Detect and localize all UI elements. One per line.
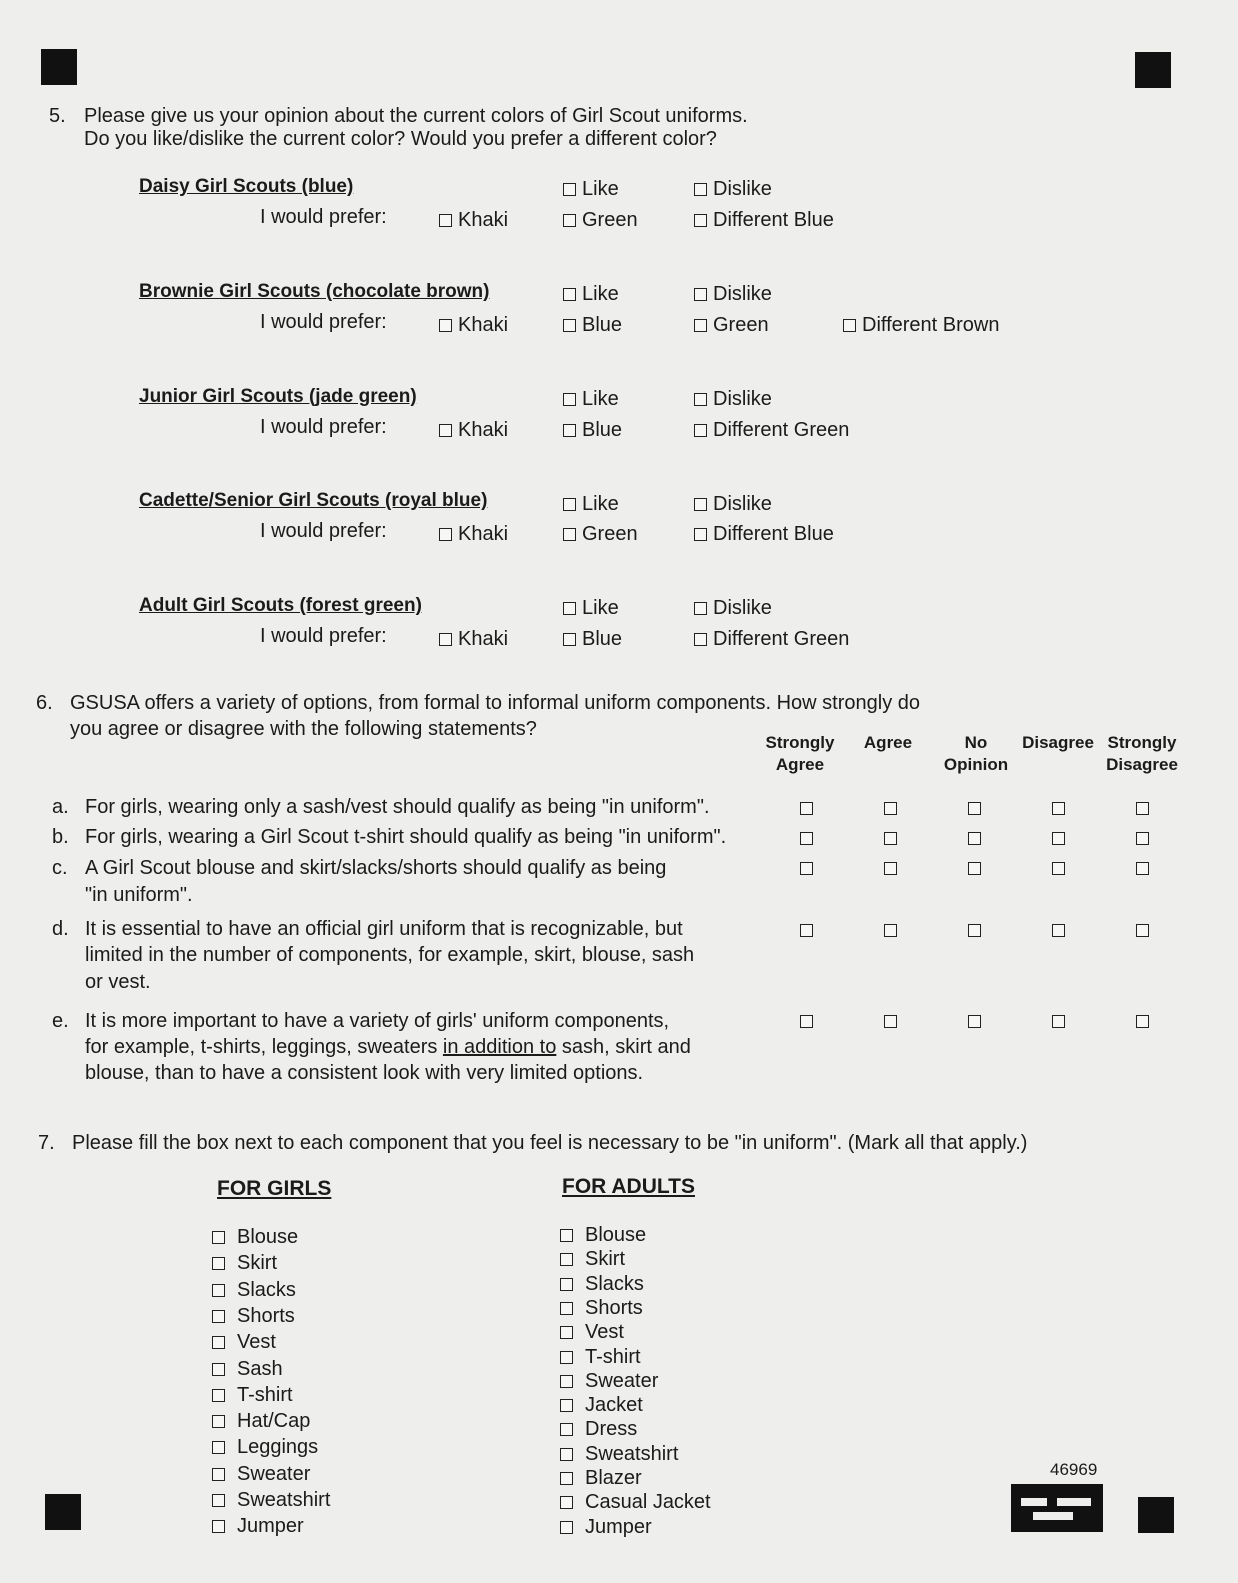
checkbox[interactable] (560, 1278, 573, 1291)
checkbox[interactable] (560, 1351, 573, 1364)
girls-option-skirt[interactable] (212, 1252, 277, 1274)
checkbox[interactable] (212, 1494, 225, 1507)
rating-e-strongly-disagree[interactable] (1136, 1015, 1149, 1028)
checkbox[interactable] (560, 1399, 573, 1412)
option-label: Blouse (585, 1224, 647, 1246)
cadette-khaki-option[interactable]: Khaki (439, 523, 508, 545)
checkbox[interactable] (563, 214, 576, 227)
checkbox[interactable] (560, 1423, 573, 1436)
option-label: Jacket (585, 1394, 643, 1417)
option-label: Skirt (585, 1248, 625, 1271)
scale-header-agree: Agree (863, 733, 913, 752)
option-label: Shorts (237, 1304, 295, 1327)
checkbox[interactable] (212, 1415, 225, 1428)
adult-like-option[interactable]: Like (563, 597, 619, 619)
daisy-green-option[interactable]: Green (563, 209, 638, 231)
adults-option-blazer[interactable] (560, 1467, 642, 1489)
rating-a-strongly-disagree[interactable] (1136, 802, 1149, 815)
daisy-prefer-label: I would prefer: (260, 206, 387, 228)
checkbox[interactable] (694, 633, 707, 646)
junior-dislike-option[interactable]: Dislike (694, 388, 772, 410)
statement-c-text-line2: "in uniform". (85, 884, 193, 906)
girls-option-jumper[interactable] (212, 1515, 304, 1537)
q5-number: 5. (49, 105, 66, 127)
option-label: Jumper (585, 1515, 652, 1538)
rating-d-strongly-agree[interactable] (800, 924, 813, 937)
junior-different-green-option[interactable]: Different Green (694, 419, 849, 441)
checkbox[interactable] (563, 319, 576, 332)
checkbox[interactable] (560, 1302, 573, 1315)
junior-khaki-option[interactable]: Khaki (439, 419, 508, 441)
rating-b-no-opinion[interactable] (968, 832, 981, 845)
adults-option-slacks[interactable] (560, 1273, 644, 1295)
checkbox[interactable] (694, 498, 707, 511)
brownie-like-option[interactable]: Like (563, 283, 619, 305)
daisy-like-option[interactable]: Like (563, 178, 619, 200)
brownie-khaki-option[interactable]: Khaki (439, 314, 508, 336)
girls-option-sweatshirt[interactable] (212, 1489, 330, 1511)
checkbox[interactable] (560, 1326, 573, 1339)
adults-option-skirt[interactable] (560, 1248, 625, 1270)
checkbox[interactable] (439, 319, 452, 332)
adults-option-casual-jacket[interactable] (560, 1491, 711, 1513)
checkbox[interactable] (212, 1257, 225, 1270)
daisy-different-blue-option[interactable]: Different Blue (694, 209, 834, 231)
checkbox[interactable] (563, 528, 576, 541)
checkbox[interactable] (563, 288, 576, 301)
daisy-khaki-option[interactable]: Khaki (439, 209, 508, 231)
rating-d-disagree[interactable] (1052, 924, 1065, 937)
checkbox[interactable] (563, 602, 576, 615)
checkbox[interactable] (560, 1521, 573, 1534)
rating-c-strongly-agree[interactable] (800, 862, 813, 875)
rating-d-strongly-disagree[interactable] (1136, 924, 1149, 937)
option-label: T-shirt (585, 1345, 641, 1368)
q7-question: Please fill the box next to each component that you feel is necessary to be "in uniform". (Mark all that apply.) (72, 1132, 1028, 1154)
checkbox[interactable] (212, 1389, 225, 1402)
q6-question-line2: you agree or disagree with the following statements? (70, 718, 537, 740)
rating-a-agree[interactable] (884, 802, 897, 815)
q5-question-line1: Please give us your opinion about the current colors of Girl Scout uniforms. (84, 105, 748, 127)
statement-e-text-line1: It is more important to have a variety of girls' uniform components, (85, 1010, 670, 1032)
rating-e-strongly-agree[interactable] (800, 1015, 813, 1028)
checkbox[interactable] (563, 498, 576, 511)
rating-c-disagree[interactable] (1052, 862, 1065, 875)
statement-d-text-line2: limited in the number of components, for example, skirt, blouse, sash (85, 944, 695, 966)
adults-option-blouse[interactable] (560, 1224, 646, 1246)
statement-e-letter: e. (52, 1010, 69, 1032)
girls-option-sash[interactable] (212, 1358, 283, 1380)
rating-c-agree[interactable] (884, 862, 897, 875)
rating-b-strongly-agree[interactable] (800, 832, 813, 845)
q5-question-line2: Do you like/dislike the current color? Would you prefer a different color? (84, 128, 717, 150)
junior-like-option[interactable]: Like (563, 388, 619, 410)
for-girls-heading: FOR GIRLS (217, 1177, 332, 1200)
statement-a-letter: a. (52, 796, 69, 818)
registration-mark-top-right (1135, 52, 1171, 88)
adult-prefer-label: I would prefer: (260, 625, 387, 647)
q6-question-line1: GSUSA offers a variety of options, from formal to informal uniform components. How strongly do (70, 692, 920, 714)
junior-title: Junior Girl Scouts (jade green) (139, 386, 417, 407)
brownie-title: Brownie Girl Scouts (chocolate brown) (139, 281, 490, 302)
adults-option-shorts[interactable] (560, 1297, 643, 1319)
rating-c-no-opinion[interactable] (968, 862, 981, 875)
girls-option-vest[interactable] (212, 1331, 276, 1353)
option-label: Sweatshirt (585, 1442, 679, 1465)
rating-e-disagree[interactable] (1052, 1015, 1065, 1028)
checkbox[interactable] (843, 319, 856, 332)
registration-mark-bottom-right (1138, 1497, 1174, 1533)
checkbox[interactable] (694, 602, 707, 615)
rating-a-no-opinion[interactable] (968, 802, 981, 815)
checkbox[interactable] (560, 1375, 573, 1388)
rating-b-disagree[interactable] (1052, 832, 1065, 845)
checkbox[interactable] (694, 424, 707, 437)
checkbox[interactable] (560, 1253, 573, 1266)
option-label: Slacks (585, 1272, 644, 1295)
checkbox[interactable] (212, 1363, 225, 1376)
checkbox[interactable] (212, 1441, 225, 1454)
checkbox[interactable] (563, 183, 576, 196)
girls-option-leggings[interactable] (212, 1436, 318, 1458)
checkbox[interactable] (694, 319, 707, 332)
girls-option-hat-cap[interactable] (212, 1410, 310, 1432)
junior-blue-option[interactable]: Blue (563, 419, 622, 441)
checkbox[interactable] (560, 1472, 573, 1485)
checkbox[interactable] (439, 424, 452, 437)
option-label: Sash (237, 1357, 283, 1380)
daisy-title: Daisy Girl Scouts (blue) (139, 176, 354, 197)
option-label: Blouse (237, 1226, 299, 1248)
statement-d-text-line1: It is essential to have an official girl uniform that is recognizable, but (85, 918, 683, 940)
q7-number: 7. (38, 1132, 55, 1154)
checkbox[interactable] (212, 1520, 225, 1533)
statement-b-letter: b. (52, 826, 69, 848)
option-label: Shorts (585, 1296, 643, 1319)
rating-b-strongly-disagree[interactable] (1136, 832, 1149, 845)
adults-option-sweatshirt[interactable] (560, 1443, 678, 1465)
option-label: Sweater (237, 1462, 311, 1485)
option-label: Dress (585, 1418, 638, 1441)
adults-option-jumper[interactable] (560, 1516, 652, 1538)
adults-option-t-shirt[interactable] (560, 1346, 641, 1368)
option-label: Sweatshirt (237, 1489, 331, 1511)
brownie-green-option[interactable]: Green (694, 314, 769, 336)
form-id-barcode (1011, 1484, 1103, 1532)
adults-option-jacket[interactable] (560, 1394, 643, 1416)
checkbox[interactable] (694, 183, 707, 196)
checkbox[interactable] (439, 214, 452, 227)
option-label: T-shirt (237, 1383, 293, 1406)
rating-d-agree[interactable] (884, 924, 897, 937)
statement-e-text-line3: blouse, than to have a consistent look with very limited options. (85, 1062, 644, 1084)
checkbox[interactable] (694, 393, 707, 406)
rating-c-strongly-disagree[interactable] (1136, 862, 1149, 875)
option-label: Hat/Cap (237, 1410, 311, 1433)
checkbox[interactable] (212, 1284, 225, 1297)
option-label: Skirt (237, 1252, 277, 1275)
brownie-different-brown-option[interactable]: Different Brown (843, 314, 999, 336)
rating-a-disagree[interactable] (1052, 802, 1065, 815)
rating-a-strongly-agree[interactable] (800, 802, 813, 815)
statement-d-text-line3: or vest. (85, 971, 151, 993)
cadette-senior-title: Cadette/Senior Girl Scouts (royal blue) (139, 490, 488, 511)
adult-title: Adult Girl Scouts (forest green) (139, 595, 422, 616)
statement-d-letter: d. (52, 918, 69, 940)
checkbox[interactable] (563, 633, 576, 646)
adult-different-green-option[interactable]: Different Green (694, 628, 849, 650)
scale-header-no-opinion: No Opinion (943, 733, 1009, 774)
scale-header-disagree: Disagree (1022, 733, 1094, 752)
cadette-dislike-option[interactable]: Dislike (694, 493, 772, 515)
q6-number: 6. (36, 692, 53, 714)
for-adults-heading: FOR ADULTS (562, 1175, 695, 1198)
statement-c-text-line1: A Girl Scout blouse and skirt/slacks/shorts should qualify as being (85, 857, 667, 879)
adult-khaki-option[interactable]: Khaki (439, 628, 508, 650)
checkbox[interactable] (212, 1336, 225, 1349)
adults-option-vest[interactable] (560, 1321, 624, 1343)
option-label: Leggings (237, 1436, 319, 1459)
statement-c-letter: c. (52, 857, 68, 879)
girls-option-t-shirt[interactable] (212, 1384, 293, 1406)
checkbox[interactable] (694, 528, 707, 541)
checkbox[interactable] (212, 1310, 225, 1323)
brownie-blue-option[interactable]: Blue (563, 314, 622, 336)
checkbox[interactable] (560, 1229, 573, 1242)
checkbox[interactable] (212, 1231, 225, 1244)
adult-blue-option[interactable]: Blue (563, 628, 622, 650)
option-label: Vest (585, 1321, 624, 1344)
brownie-prefer-label: I would prefer: (260, 311, 387, 333)
cadette-green-option[interactable]: Green (563, 523, 638, 545)
girls-option-blouse[interactable] (212, 1226, 298, 1248)
statement-b-text: For girls, wearing a Girl Scout t-shirt should qualify as being "in uniform". (85, 826, 727, 848)
option-label: Jumper (237, 1515, 304, 1538)
rating-e-agree[interactable] (884, 1015, 897, 1028)
option-label: Slacks (237, 1278, 296, 1301)
registration-mark-bottom-left (45, 1494, 81, 1530)
adults-option-dress[interactable] (560, 1418, 637, 1440)
checkbox[interactable] (439, 633, 452, 646)
scale-header-strongly-disagree: Strongly Disagree (1106, 733, 1178, 774)
option-label: Casual Jacket (585, 1491, 711, 1514)
daisy-dislike-option[interactable]: Dislike (694, 178, 772, 200)
checkbox[interactable] (560, 1448, 573, 1461)
statement-e-text-line2: for example, t-shirts, leggings, sweaters in addition to sash, skirt and (85, 1036, 691, 1058)
scale-header-strongly-agree: Strongly Agree (765, 733, 835, 774)
cadette-prefer-label: I would prefer: (260, 520, 387, 542)
cadette-like-option[interactable]: Like (563, 493, 619, 515)
checkbox[interactable] (563, 393, 576, 406)
option-label: Sweater (585, 1369, 659, 1392)
rating-d-no-opinion[interactable] (968, 924, 981, 937)
checkbox[interactable] (694, 288, 707, 301)
adults-option-sweater[interactable] (560, 1370, 658, 1392)
rating-e-no-opinion[interactable] (968, 1015, 981, 1028)
checkbox[interactable] (212, 1468, 225, 1481)
rating-b-agree[interactable] (884, 832, 897, 845)
statement-a-text: For girls, wearing only a sash/vest should qualify as being "in uniform". (85, 796, 710, 818)
checkbox[interactable] (694, 214, 707, 227)
option-label: Vest (237, 1331, 276, 1354)
checkbox[interactable] (560, 1496, 573, 1509)
adult-dislike-option[interactable]: Dislike (694, 597, 772, 619)
cadette-different-blue-option[interactable]: Different Blue (694, 523, 834, 545)
girls-option-shorts[interactable] (212, 1305, 295, 1327)
checkbox[interactable] (563, 424, 576, 437)
checkbox[interactable] (439, 528, 452, 541)
option-label: Blazer (585, 1467, 642, 1489)
form-id-number: 46969 (1050, 1460, 1098, 1479)
brownie-dislike-option[interactable]: Dislike (694, 283, 772, 305)
girls-option-sweater[interactable] (212, 1463, 310, 1485)
junior-prefer-label: I would prefer: (260, 416, 387, 438)
girls-option-slacks[interactable] (212, 1279, 296, 1301)
registration-mark-top-left (41, 49, 77, 85)
